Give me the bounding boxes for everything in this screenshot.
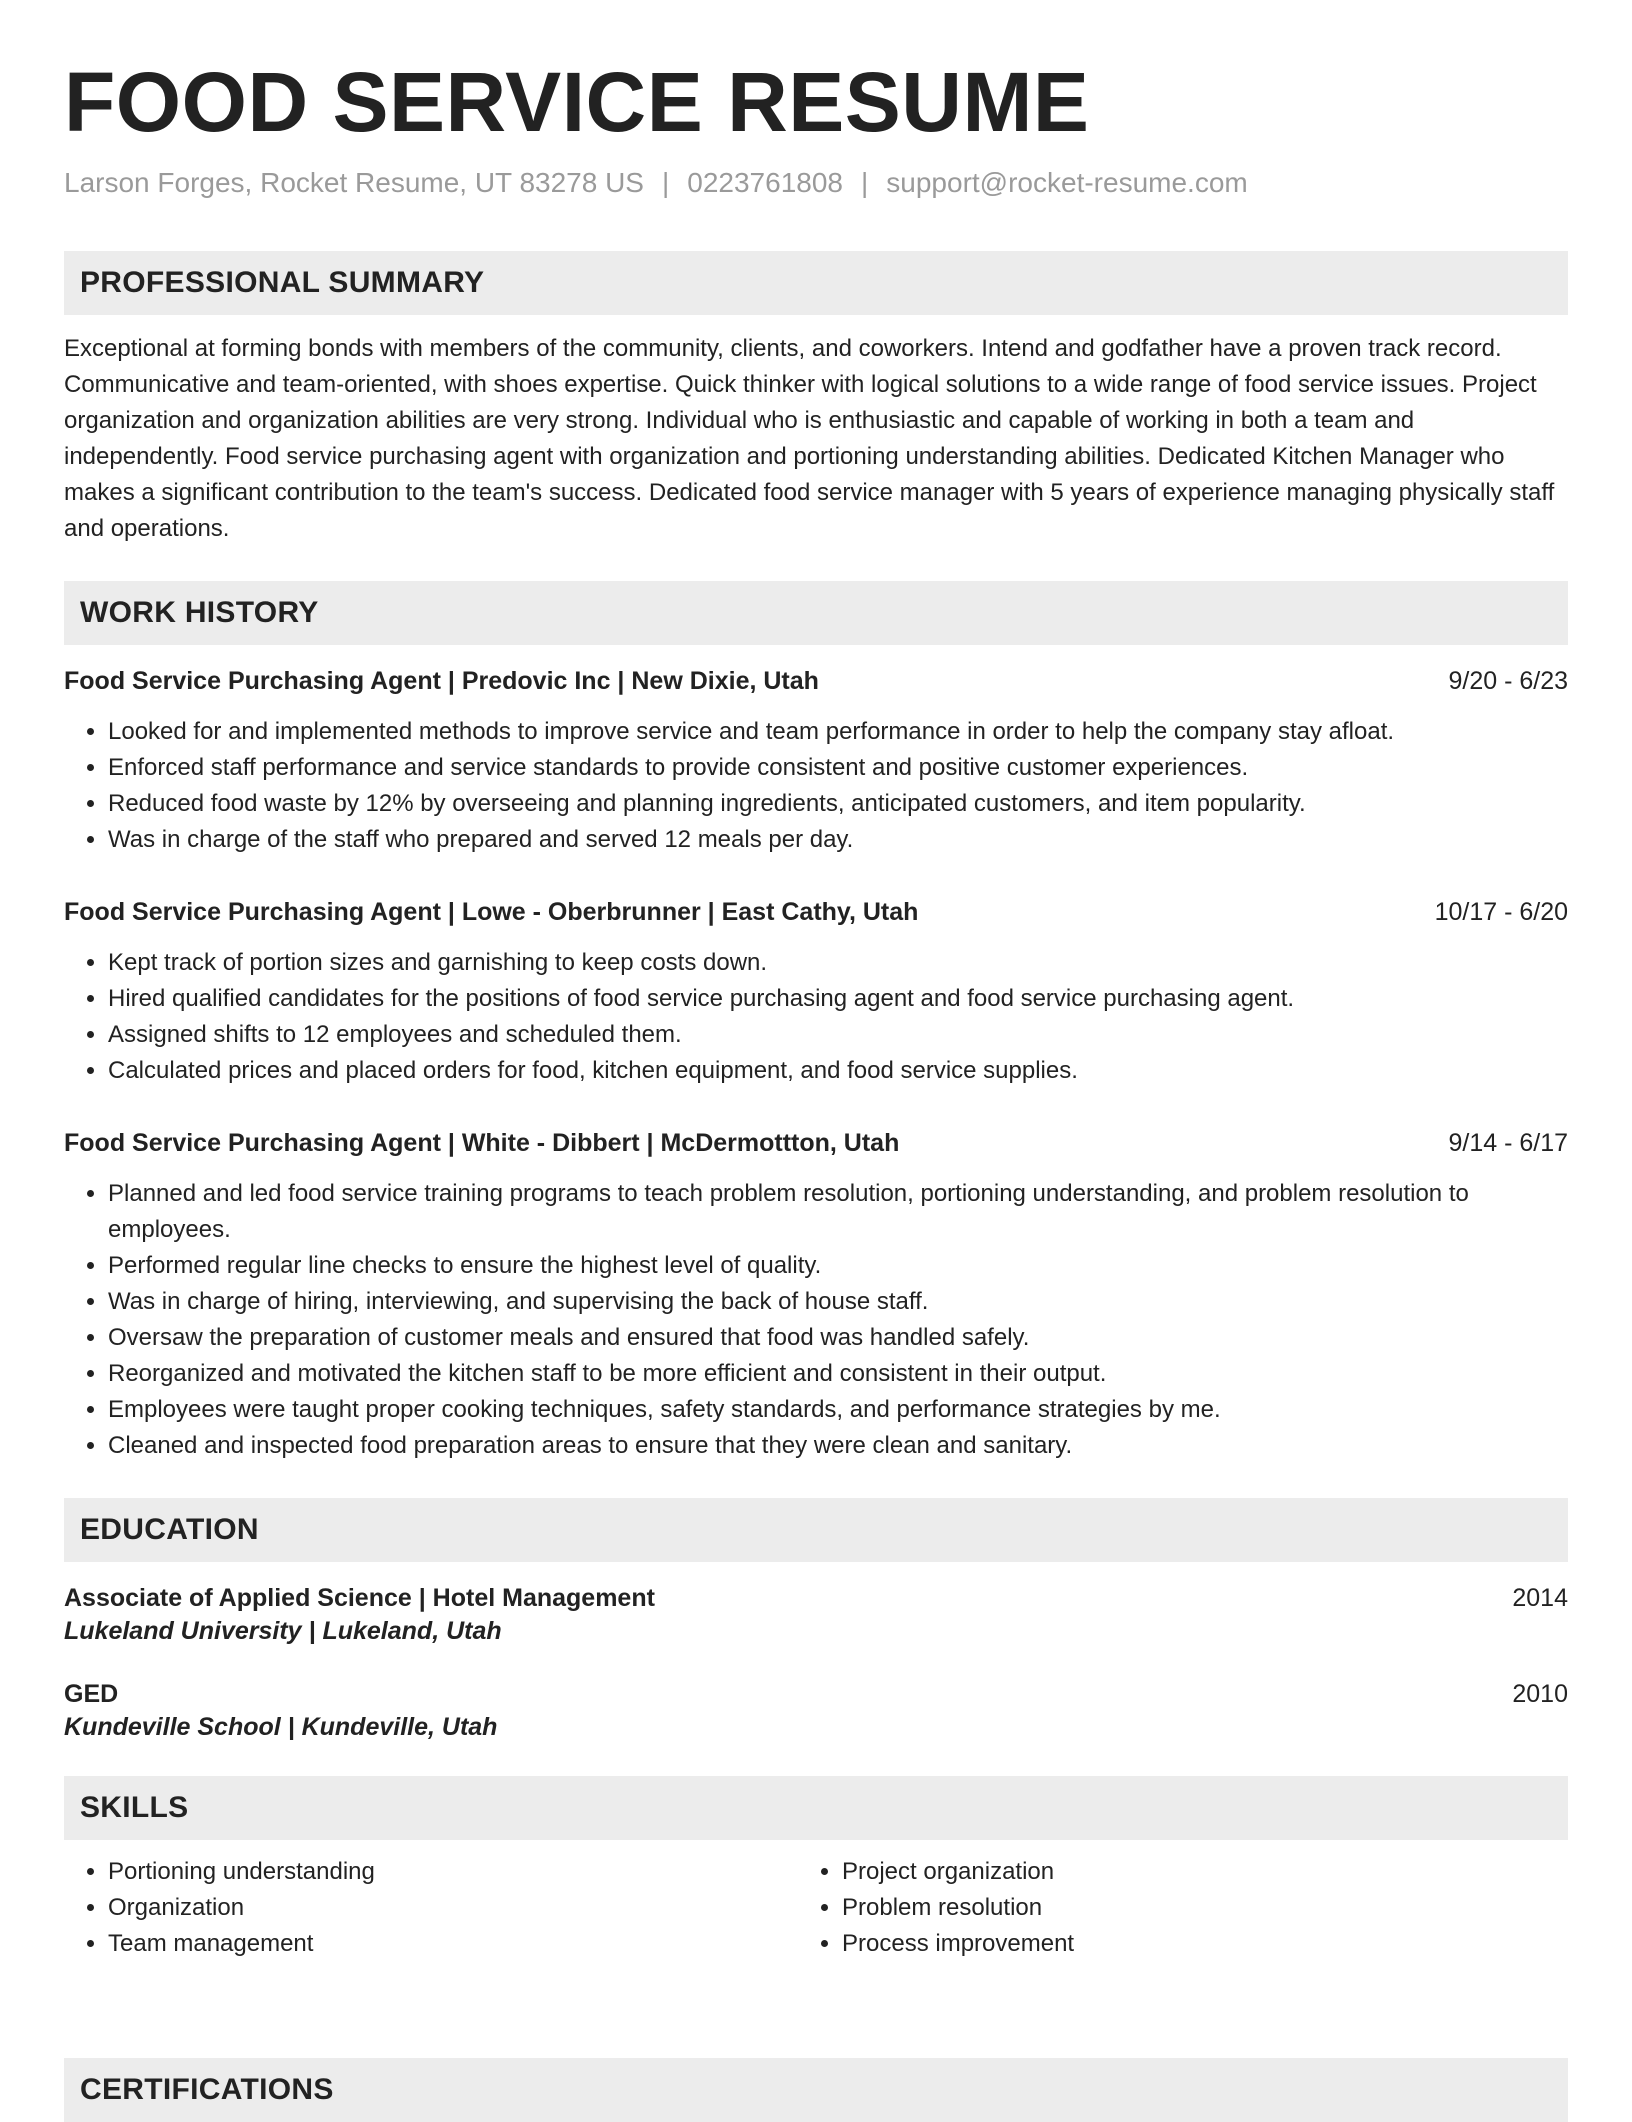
- list-item: • Cleaned and inspected food preparation areas to ensure that they were clean and sanitary.: [108, 1428, 1568, 1464]
- section-header-skills: SKILLS: [64, 1776, 1568, 1840]
- skills-column-left: [64, 1854, 798, 1962]
- list-item: • Planned and led food service training programs to teach problem resolution, portioning understanding, and problem resolution to employees.: [108, 1176, 1568, 1248]
- list-item: • Employees were taught proper cooking techniques, safety standards, and performance strategies by me.: [108, 1392, 1568, 1428]
- list-item: • Was in charge of hiring, interviewing, and supervising the back of house staff.: [108, 1284, 1568, 1320]
- section-header-summary: PROFESSIONAL SUMMARY: [64, 251, 1568, 315]
- section-header-work-history: WORK HISTORY: [64, 581, 1568, 645]
- summary-text: Exceptional at forming bonds with members of the community, clients, and coworkers. Intend and godfather have a proven track record. Communicative and team-oriented, with shoes expertise. Quick thinker with logical solutions to a wide range of food service issues. Project organization and organization abilities are very strong. Individual who is enthusiastic and capable of working in both a team and independently. Food service purchasing agent with organization and portioning understanding abilities. Dedicated Kitchen Manager who makes a significant contribution to the team's success. Dedicated food service manager with 5 years of experience managing physically staff and operations.: [64, 335, 1555, 543]
- list-item: • Calculated prices and placed orders for food, kitchen equipment, and food service supplies.: [108, 1053, 1568, 1089]
- list-item: • Team management: [108, 1926, 798, 1962]
- list-item: • Process improvement: [842, 1926, 1532, 1962]
- list-item: • Assigned shifts to 12 employees and scheduled them.: [108, 1017, 1568, 1053]
- section-header-education: EDUCATION: [64, 1498, 1568, 1562]
- job-entry: [64, 1129, 1568, 1464]
- job-title: Food Service Purchasing Agent | Lowe - Oberbrunner | East Cathy, Utah: [64, 898, 919, 927]
- job-dates: 9/14 - 6/17: [1448, 1129, 1568, 1158]
- education-school: Lukeland University | Lukeland, Utah: [64, 1617, 502, 1646]
- contact-email: support@rocket-resume.com: [886, 166, 1248, 198]
- education-entry: [64, 1584, 1568, 1646]
- education-year: 2010: [1512, 1680, 1568, 1709]
- list-item: • Project organization: [842, 1854, 1532, 1890]
- list-item: • Looked for and implemented methods to improve service and team performance in order to help the company stay afloat.: [108, 714, 1568, 750]
- section-header-certifications: CERTIFICATIONS: [64, 2058, 1568, 2122]
- list-item: • Kept track of portion sizes and garnishing to keep costs down.: [108, 945, 1568, 981]
- contact-line: [64, 165, 1568, 201]
- skills-column-right: [798, 1854, 1532, 1962]
- job-dates: 10/17 - 6/20: [1434, 898, 1568, 927]
- list-item: • Problem resolution: [842, 1890, 1532, 1926]
- list-item: • Reduced food waste by 12% by overseeing and planning ingredients, anticipated customers, and item popularity.: [108, 786, 1568, 822]
- education-year: 2014: [1512, 1584, 1568, 1613]
- contact-phone: 0223761808: [687, 166, 843, 198]
- job-dates: 9/20 - 6/23: [1448, 667, 1568, 696]
- job-entry: [64, 898, 1568, 1089]
- job-entry: [64, 667, 1568, 858]
- list-item: • Hired qualified candidates for the positions of food service purchasing agent and food service purchasing agent.: [108, 981, 1568, 1017]
- skills-list: [64, 1854, 1568, 1962]
- list-item: • Enforced staff performance and service standards to provide consistent and positive customer experiences.: [108, 750, 1568, 786]
- job-title: Food Service Purchasing Agent | White - Dibbert | McDermottton, Utah: [64, 1129, 900, 1158]
- education-degree: Associate of Applied Science | Hotel Management: [64, 1584, 655, 1613]
- contact-address: Larson Forges, Rocket Resume, UT 83278 US: [64, 166, 644, 198]
- list-item: • Performed regular line checks to ensure the highest level of quality.: [108, 1248, 1568, 1284]
- contact-separator: |: [861, 166, 869, 198]
- list-item: • Portioning understanding: [108, 1854, 798, 1890]
- job-bullets: [64, 1176, 1568, 1464]
- job-bullets: [64, 945, 1568, 1089]
- resume-title: FOOD SERVICE RESUME: [64, 55, 1090, 149]
- education-degree: GED: [64, 1680, 119, 1709]
- list-item: • Was in charge of the staff who prepared and served 12 meals per day.: [108, 822, 1568, 858]
- list-item: • Oversaw the preparation of customer meals and ensured that food was handled safely.: [108, 1320, 1568, 1356]
- job-bullets: [64, 714, 1568, 858]
- list-item: • Organization: [108, 1890, 798, 1926]
- contact-separator: |: [661, 166, 670, 198]
- list-item: • Reorganized and motivated the kitchen staff to be more efficient and consistent in their output.: [108, 1356, 1568, 1392]
- education-school: Kundeville School | Kundeville, Utah: [64, 1713, 498, 1742]
- job-title: Food Service Purchasing Agent | Predovic Inc | New Dixie, Utah: [64, 667, 819, 696]
- education-entry: [64, 1680, 1568, 1742]
